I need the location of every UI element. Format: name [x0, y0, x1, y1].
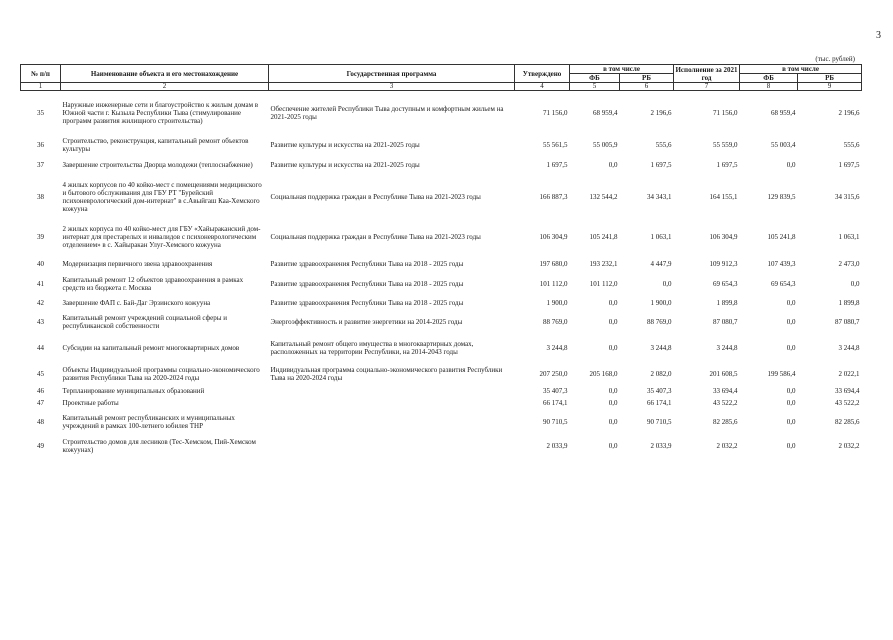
table-row — [21, 409, 862, 435]
rb-value: 2 082,0 — [650, 369, 672, 378]
object-name: 2 жилых корпуса по 40 койко-мест для ГБУ «Хайыраканский дом-интернат для престарелых и инвалидов с психоневрологическим отделением» в с. Хайыракан Улуг-Хемского кожууна — [62, 224, 261, 249]
program-name: Индивидуальная программа социально-экономического развития Республики Тыва на 2020-2024 годы — [270, 365, 503, 382]
exec-rb-value: 2 196,6 — [838, 108, 860, 117]
exec-rb-value: 555,6 — [843, 140, 860, 149]
exec-rb-value: 2 022,1 — [838, 369, 860, 378]
header-num: № п/п — [21, 65, 61, 83]
header-in-that-number: в том числе — [570, 65, 674, 74]
table-header — [21, 65, 862, 91]
rb-value: 66 174,1 — [647, 398, 672, 407]
fb-value: 0,0 — [608, 160, 618, 169]
header-fb: ФБ — [570, 74, 620, 83]
program-name: Развитие здравоохранения Республики Тыва на 2018 - 2025 годы — [270, 259, 464, 268]
program-name: Развитие культуры и искусства на 2021-2025 годы — [270, 140, 420, 149]
approved-value: 90 710,5 — [543, 417, 568, 426]
approved-value: 88 769,0 — [543, 317, 568, 326]
approved-value: 35 407,3 — [543, 386, 568, 395]
rb-value: 88 769,0 — [647, 317, 672, 326]
exec-rb-value: 87 080,7 — [835, 317, 860, 326]
exec-rb-value: 1 063,1 — [838, 232, 860, 241]
table-row — [21, 255, 862, 273]
approved-value: 166 887,3 — [539, 192, 568, 201]
rb-value: 555,6 — [655, 140, 672, 149]
exec-fb-value: 0,0 — [786, 160, 796, 169]
exec-rb-value: 2 032,2 — [838, 441, 860, 450]
exec-fb-value: 55 003,4 — [771, 140, 796, 149]
row-number: 39 — [37, 232, 44, 241]
row-number: 37 — [37, 160, 44, 169]
fb-value: 101 112,0 — [589, 279, 618, 288]
execution-value: 3 244,8 — [716, 343, 738, 352]
fb-value: 0,0 — [608, 441, 618, 450]
program-name: Развитие здравоохранения Республики Тыва на 2018 - 2025 годы — [270, 298, 464, 307]
exec-fb-value: 105 241,8 — [767, 232, 796, 241]
exec-fb-value: 129 839,5 — [767, 192, 796, 201]
execution-value: 2 032,2 — [716, 441, 738, 450]
fb-value: 0,0 — [608, 398, 618, 407]
exec-rb-value: 1 899,8 — [838, 298, 860, 307]
object-name: Завершение строительства Дворца молодежи (теплоснабжение) — [62, 160, 253, 169]
approved-value: 1 900,0 — [546, 298, 568, 307]
exec-fb-value: 69 654,3 — [771, 279, 796, 288]
execution-value: 106 304,9 — [709, 232, 738, 241]
execution-value: 1 697,5 — [716, 160, 738, 169]
exec-fb-value: 0,0 — [786, 298, 796, 307]
approved-value: 1 697,5 — [546, 160, 568, 169]
table-row — [21, 435, 862, 457]
table-row — [21, 91, 862, 135]
fb-value: 68 959,4 — [593, 108, 618, 117]
rb-value: 3 244,8 — [650, 343, 672, 352]
approved-value: 3 244,8 — [546, 343, 568, 352]
fb-value: 0,0 — [608, 317, 618, 326]
table-body — [21, 91, 862, 457]
row-number: 45 — [37, 369, 44, 378]
object-name: Модернизация первичного звена здравоохранения — [62, 259, 213, 268]
table-row — [21, 397, 862, 409]
row-number: 44 — [37, 343, 44, 352]
row-number: 46 — [37, 386, 44, 395]
exec-fb-value: 0,0 — [786, 441, 796, 450]
execution-value: 43 522,2 — [713, 398, 738, 407]
fb-value: 0,0 — [608, 386, 618, 395]
exec-fb-value: 68 959,4 — [771, 108, 796, 117]
table-row — [21, 363, 862, 385]
row-number: 48 — [37, 417, 44, 426]
index-cell: 8 — [740, 83, 798, 91]
budget-table — [20, 64, 862, 457]
table-row — [21, 295, 862, 311]
exec-fb-value: 199 586,4 — [767, 369, 796, 378]
fb-value: 193 232,1 — [589, 259, 618, 268]
exec-rb-value: 1 697,5 — [838, 160, 860, 169]
exec-fb-value: 0,0 — [786, 398, 796, 407]
rb-value: 35 407,3 — [647, 386, 672, 395]
row-number: 42 — [37, 298, 44, 307]
approved-value: 207 250,0 — [539, 369, 568, 378]
row-number: 35 — [37, 108, 44, 117]
object-name: Капитальный ремонт 12 объектов здравоохранения в рамках средств из бюджета г. Москва — [62, 275, 244, 292]
execution-value: 69 654,3 — [713, 279, 738, 288]
object-name: Строительство, реконструкция, капитальный ремонт объектов культуры — [62, 136, 249, 153]
approved-value: 71 156,0 — [543, 108, 568, 117]
execution-value: 82 285,6 — [713, 417, 738, 426]
table-row — [21, 219, 862, 255]
fb-value: 205 168,0 — [589, 369, 618, 378]
approved-value: 101 112,0 — [539, 279, 568, 288]
fb-value: 0,0 — [608, 417, 618, 426]
index-cell: 3 — [269, 83, 515, 91]
row-number: 38 — [37, 192, 44, 201]
row-number: 47 — [37, 398, 44, 407]
header-program: Государственная программа — [269, 65, 515, 83]
fb-value: 0,0 — [608, 298, 618, 307]
approved-value: 106 304,9 — [539, 232, 568, 241]
rb-value: 1 697,5 — [650, 160, 672, 169]
fb-value: 105 241,8 — [589, 232, 618, 241]
program-name: Развитие культуры и искусства на 2021-2025 годы — [270, 160, 420, 169]
index-cell: 6 — [620, 83, 674, 91]
execution-value: 87 080,7 — [713, 317, 738, 326]
object-name: Терпланирование муниципальных образований — [62, 386, 205, 395]
object-name: Объекты Индивидуальной программы социально-экономического развития Республики Тыва на 2020-2024 годы — [62, 365, 260, 382]
object-name: Капитальный ремонт республиканских и муниципальных учреждений в рамках 100-летнего юбилея ТНР — [62, 413, 235, 430]
page-number: 3 — [876, 30, 881, 41]
program-name — [269, 385, 515, 397]
object-name: Субсидии на капитальный ремонт многоквартирных домов — [62, 343, 240, 352]
table-row — [21, 155, 862, 175]
program-name: Капитальный ремонт общего имущества в многоквартирных домах, расположенных на территории Республики, на 2014-2043 годы — [270, 339, 474, 356]
index-cell: 2 — [61, 83, 269, 91]
rb-value: 4 447,9 — [650, 259, 672, 268]
program-name: Обеспечение жителей Республики Тыва доступным и комфортным жильем на 2021-2025 годы — [270, 104, 504, 121]
exec-rb-value: 3 244,8 — [838, 343, 860, 352]
object-name: Завершение ФАП с. Бай-Даг Эрзинского кожууна — [62, 298, 211, 307]
exec-rb-value: 33 694,4 — [835, 386, 860, 395]
fb-value: 55 005,9 — [593, 140, 618, 149]
exec-fb-value: 0,0 — [786, 417, 796, 426]
exec-rb-value: 2 473,0 — [838, 259, 860, 268]
rb-value: 2 196,6 — [650, 108, 672, 117]
execution-value: 71 156,0 — [713, 108, 738, 117]
program-name — [269, 397, 515, 409]
object-name: Капитальный ремонт учреждений социальной сферы и республиканской собственности — [62, 313, 227, 330]
object-name: Проектные работы — [62, 398, 119, 407]
exec-fb-value: 0,0 — [786, 386, 796, 395]
header-object: Наименование объекта и его местонахождение — [61, 65, 269, 83]
program-name: Социальная поддержка граждан в Республике Тыва на 2021-2023 годы — [270, 192, 481, 201]
table-row — [21, 273, 862, 295]
exec-fb-value: 0,0 — [786, 317, 796, 326]
table-row — [21, 333, 862, 363]
rb-value: 90 710,5 — [647, 417, 672, 426]
rb-value: 0,0 — [662, 279, 672, 288]
exec-rb-value: 43 522,2 — [835, 398, 860, 407]
rb-value: 1 900,0 — [650, 298, 672, 307]
approved-value: 2 033,9 — [546, 441, 568, 450]
table-row — [21, 135, 862, 155]
row-number: 40 — [37, 259, 44, 268]
object-name: Строительство домов для лесников (Тес-Хемском, Пий-Хемском кожуунах) — [62, 437, 256, 454]
index-cell: 9 — [798, 83, 862, 91]
exec-rb-value: 34 315,6 — [835, 192, 860, 201]
header-rb: РБ — [620, 74, 674, 83]
approved-value: 55 561,5 — [543, 140, 568, 149]
index-row — [21, 83, 862, 91]
index-cell: 1 — [21, 83, 61, 91]
exec-fb-value: 107 439,3 — [767, 259, 796, 268]
exec-fb-value: 0,0 — [786, 343, 796, 352]
units-note: (тыс. рублей) — [815, 55, 855, 63]
execution-value: 1 899,8 — [716, 298, 738, 307]
index-cell: 5 — [570, 83, 620, 91]
fb-value: 132 544,2 — [589, 192, 618, 201]
execution-value: 33 694,4 — [713, 386, 738, 395]
program-name: Развитие здравоохранения Республики Тыва на 2018 - 2025 годы — [270, 279, 464, 288]
header-exec-fb: ФБ — [740, 74, 798, 83]
header-exec-rb: РБ — [798, 74, 862, 83]
execution-value: 164 155,1 — [709, 192, 738, 201]
row-number: 49 — [37, 441, 44, 450]
fb-value: 0,0 — [608, 343, 618, 352]
exec-rb-value: 0,0 — [850, 279, 860, 288]
index-cell: 4 — [515, 83, 570, 91]
program-name — [269, 409, 515, 435]
table-row — [21, 385, 862, 397]
row-number: 36 — [37, 140, 44, 149]
row-number: 41 — [37, 279, 44, 288]
rb-value: 2 033,9 — [650, 441, 672, 450]
program-name — [269, 435, 515, 457]
execution-value: 55 559,0 — [713, 140, 738, 149]
row-number: 43 — [37, 317, 44, 326]
execution-value: 109 912,3 — [709, 259, 738, 268]
execution-value: 201 608,5 — [709, 369, 738, 378]
table-row — [21, 311, 862, 333]
header-execution: Исполнение за 2021 год — [675, 65, 738, 82]
table-row — [21, 175, 862, 219]
index-cell: 7 — [674, 83, 740, 91]
header-in-that-number-2: в том числе — [740, 65, 862, 74]
object-name: 4 жилых корпусов по 40 койко-мест с помещениями медицинского и бытового обслуживания для ГБУ РТ "Бурейский психоневрологический дом-интернат" в с.Авыйгаш Каа-Хемского кожууна — [62, 180, 262, 213]
rb-value: 1 063,1 — [650, 232, 672, 241]
program-name: Энергоэффективность и развитие энергетики на 2014-2025 годы — [270, 317, 463, 326]
header-approved: Утверждено — [515, 65, 570, 83]
exec-rb-value: 82 285,6 — [835, 417, 860, 426]
program-name: Социальная поддержка граждан в Республике Тыва на 2021-2023 годы — [270, 232, 481, 241]
object-name: Наружные инженерные сети и благоустройство к жилым домам в Южной части г. Кызыла Республики Тыва (стимулирование программ развития жилищного строительства) — [62, 100, 259, 125]
rb-value: 34 343,1 — [647, 192, 672, 201]
approved-value: 197 680,0 — [539, 259, 568, 268]
approved-value: 66 174,1 — [543, 398, 568, 407]
